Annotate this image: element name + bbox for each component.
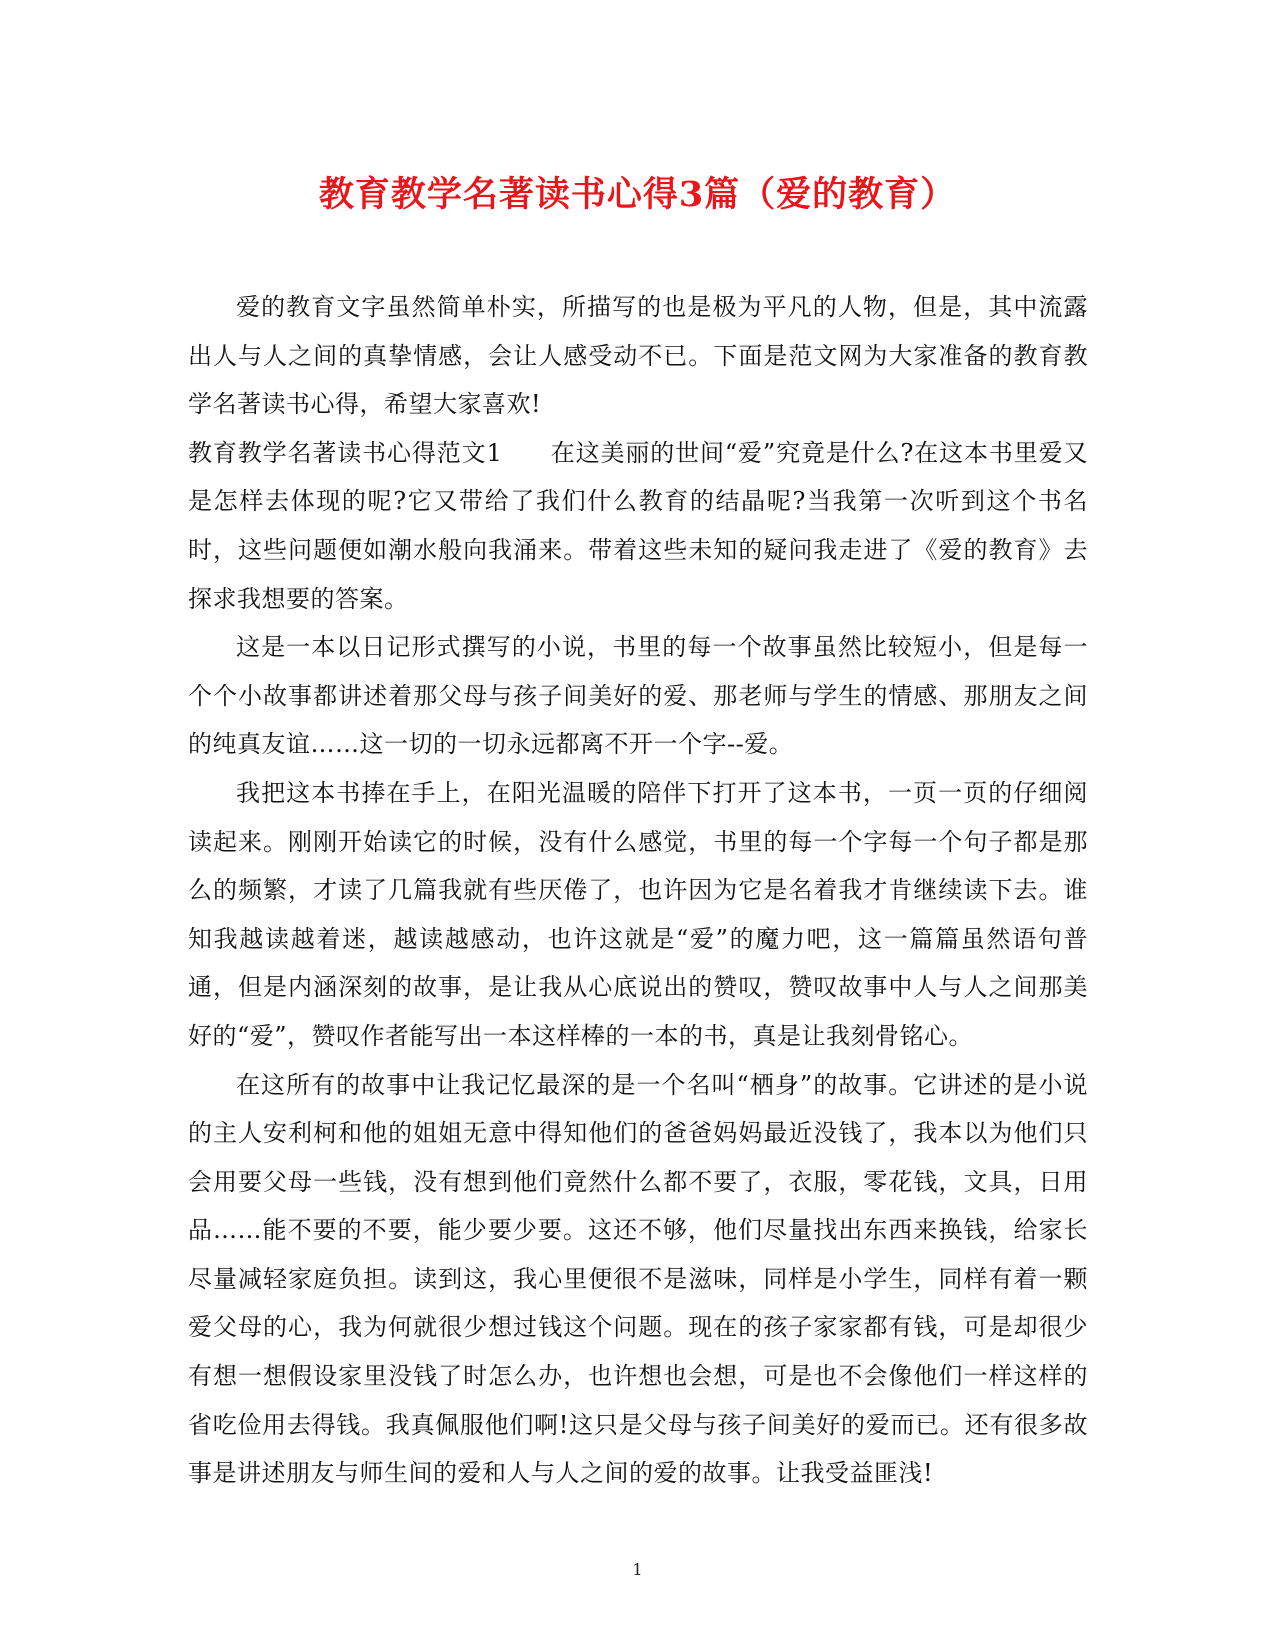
body-paragraph-2: 我把这本书捧在手上，在阳光温暖的陪伴下打开了这本书，一页一页的仔细阅读起来。刚刚开始读它的时候，没有什么感觉，书里的每一个字每一个句子都是那么的频繁，才读了几篇我就有些厌倦了，也许因为它是名着我才肯继续读下去。谁知我越读越着迷，越读越感动，也许这就是“爱”的魔力吧，这一篇篇虽然语句普通，但是内涵深刻的故事，是让我从心底说出的赞叹，赞叹故事中人与人之间那美好的“爱”，赞叹作者能写出一本这样棒的一本的书，真是让我刻骨铭心。 [188,778,1088,1050]
body-paragraph-1: 这是一本以日记形式撰写的小说，书里的每一个故事虽然比较短小，但是每一个个小故事都讲述着那父母与孩子间美好的爱、那老师与学生的情感、那朋友之间的纯真友谊……这一切的一切永远都离不开一个字--爱。 [188,633,1088,759]
page-number: 1 [632,1560,643,1579]
body-paragraph-3: 在这所有的故事中让我记忆最深的是一个名叫“栖身”的故事。它讲述的是小说的主人安利柯和他的姐姐无意中得知他们的爸爸妈妈最近没钱了，我本以为他们只会用要父母一些钱，没有想到他们竟然什么都不要了，衣服，零花钱，文具，日用品……能不要的不要，能少要少要。这还不够，他们尽量找出东西来换钱，给家长尽量减轻家庭负担。读到这，我心里便很不是滋味，同样是小学生，同样有着一颗爱父母的心，我为何就很少想过钱这个问题。现在的孩子家家都有钱，可是却很少有想一想假设家里没钱了时怎么办，也许想也会想，可是也不会像他们一样这样的省吃俭用去得钱。我真佩服他们啊!这只是父母与孩子间美好的爱而已。还有很多故事是讲述朋友与师生间的爱和人与人之间的爱的故事。让我受益匪浅! [188,1070,1088,1488]
intro-paragraph: 爱的教育文字虽然简单朴实，所描写的也是极为平凡的人物，但是，其中流露出人与人之间的真挚情感，会让人感受动不已。下面是范文网为大家准备的教育教学名著读书心得，希望大家喜欢! [188,293,1088,419]
document-title: 教育教学名著读书心得3篇（爱的教育） [318,174,957,215]
section-heading: 教育教学名著读书心得范文1 [188,438,503,467]
section-lead-text: 在这美丽的世间“爱”究竟是什么?在这本书里爱又是怎样去体现的呢?它又带给了我们什么教育的结晶呢?当我第一次听到这个书名时，这些问题便如潮水般向我涌来。带着这些未知的疑问我走进了《爱的教育》去探求我想要的答案。 [188,438,1088,613]
section-1-paragraph [188,429,1088,623]
document-body [188,283,1088,1498]
